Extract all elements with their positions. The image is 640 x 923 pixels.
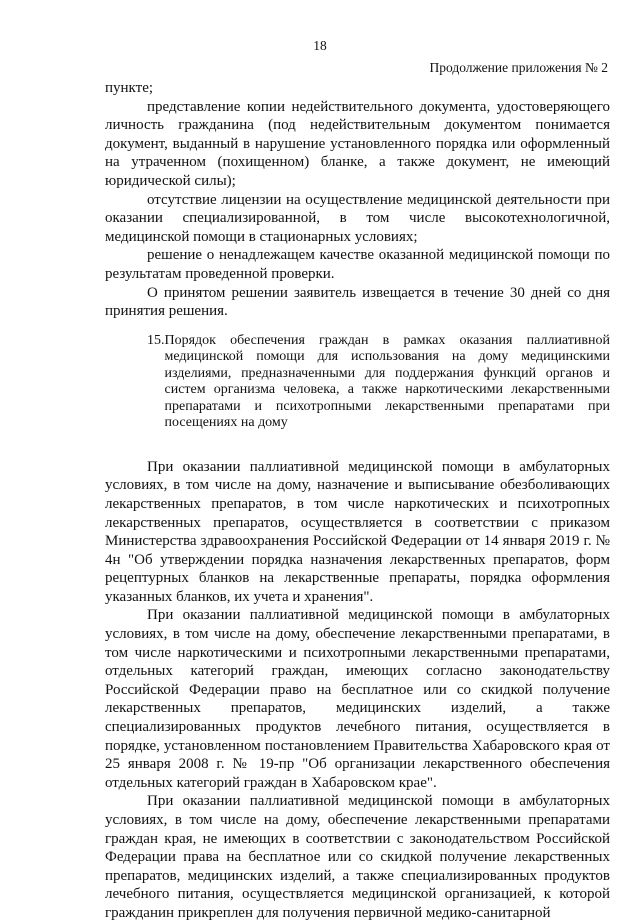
paragraph-5: При оказании паллиативной медицинской помощи в амбулаторных условиях, в том числе на дому, назначение и выписывание обезболивающих лекарственных препаратов, в том числе наркотических и психотропных лекарственных препаратов, осуществляется в соответствии с приказом Министерства здравоохранения Российской Федерации от 14 января 2019 г. № 4н "Об утверждении порядка назначения лекарственных препаратов, форм рецептурных бланков на лекарственные препараты, порядка оформления указанных бланков, их учета и хранения".	[105, 458, 610, 605]
section-heading	[147, 333, 610, 432]
paragraph-3: решение о ненадлежащем качестве оказанной медицинской помощи по результатам проведенной проверки.	[105, 247, 610, 282]
appendix-note: Продолжение приложения № 2	[429, 60, 608, 75]
document-body	[105, 79, 610, 923]
section-title: Порядок обеспечения граждан в рамках оказания паллиативной медицинской помощи для использования на дому медицинскими изделиями, предназначенными для поддержания функций органов и систем организма человека, а также наркотическими лекарственными препаратами и психотропными лекарственными препаратами при посещениях на дому	[164, 332, 610, 431]
paragraph-2: отсутствие лицензии на осуществление медицинской деятельности при оказании специализированной, в том числе высокотехнологичной, медицинской помощи в стационарных условиях;	[105, 191, 610, 245]
paragraph-1: представление копии недействительного документа, удостоверяющего личность гражданина (под недействительным документом понимается документ, выданный в нарушение установленного порядка или оформленный на утраченном (похищенном) бланке, а также документ, не имеющий юридической силы);	[105, 98, 610, 189]
paragraph-7: При оказании паллиативной медицинской помощи в амбулаторных условиях, в том числе на дому, обеспечение лекарственными препаратами граждан края, не имеющих в соответствии с законодательством Российской Федерации права на бесплатное или со скидкой получение лекарственных препаратов, медицинских изделий, а также специализированных продуктов лечебного питания, осуществляется медицинской организацией, к которой гражданин прикреплен для получения первичной медико-санитарной	[105, 793, 610, 921]
paragraph-0: пункте;	[105, 80, 154, 96]
spacer	[105, 432, 610, 458]
section-number: 15.	[147, 332, 165, 348]
paragraph-4: О принятом решении заявитель извещается в течение 30 дней со дня принятия решения.	[105, 284, 610, 320]
paragraph-6: При оказании паллиативной медицинской помощи в амбулаторных условиях, в том числе на дому, обеспечение лекарственными препаратами, в том числе наркотическими и психотропными лекарственными препаратами, отдельных категорий граждан, имеющих согласно законодательству Российской Федерации право на бесплатное или со скидкой получение лекарственных препаратов, медицинских изделий, а также специализированных продуктов лечебного питания, осуществляется в порядке, установленном постановлением Правительства Хабаровского края от 25 января 2008 г. № 19-пр "Об организации лекарственного обеспечения отдельных категорий граждан в Хабаровском крае".	[105, 607, 610, 791]
page-number: 18	[313, 38, 327, 53]
